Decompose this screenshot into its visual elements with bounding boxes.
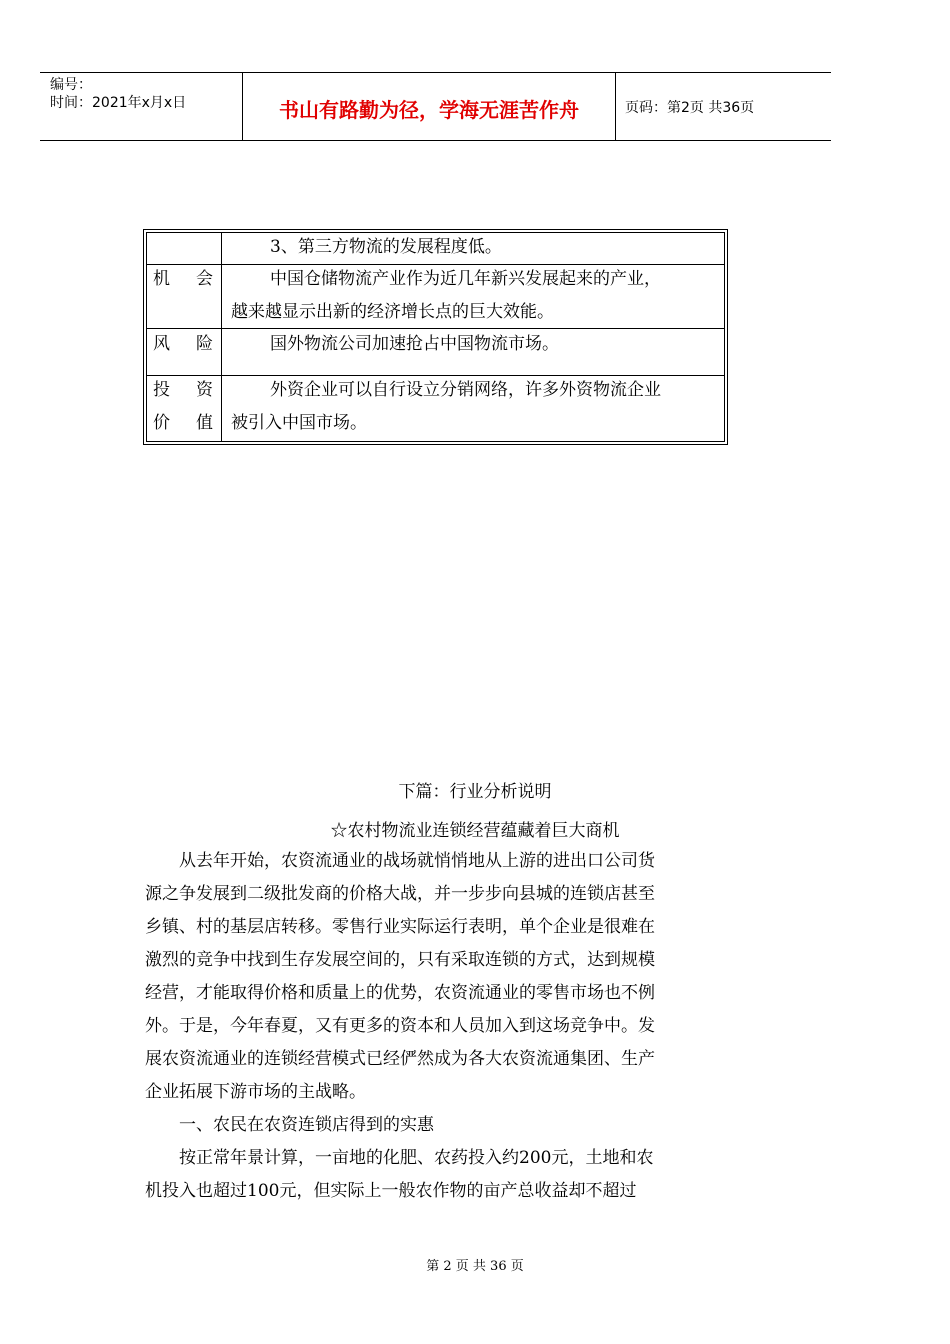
table-opportunity-line-2: 越来越显示出新的经济增长点的巨大效能。 bbox=[231, 302, 554, 322]
table-label-risk: 风 险 bbox=[153, 334, 213, 354]
table-investment-line-2: 被引入中国市场。 bbox=[231, 413, 367, 433]
section-title: 下篇：行业分析说明 bbox=[398, 782, 552, 802]
table-investment-line-1: 外资企业可以自行设立分销网络，许多外资物流企业 bbox=[270, 380, 661, 400]
header-number-label: 编号： bbox=[50, 77, 92, 93]
table-label-investment-1: 投 资 bbox=[153, 380, 213, 400]
header-time-label: 时间：2021年x月x日 bbox=[50, 95, 187, 111]
paragraph-line: 激烈的竞争中找到生存发展空间的，只有采取连锁的方式，达到规模 bbox=[145, 950, 655, 970]
header-page-info: 页码：第2页 共36页 bbox=[625, 100, 755, 116]
paragraph-line: 经营，才能取得价格和质量上的优势，农资流通业的零售市场也不例 bbox=[145, 983, 655, 1003]
page-footer: 第 2 页 共 36 页 bbox=[426, 1259, 524, 1274]
paragraph-line: 乡镇、村的基层店转移。零售行业实际运行表明，单个企业是很难在 bbox=[145, 917, 655, 937]
table-row-weakness-item: 3、第三方物流的发展程度低。 bbox=[270, 237, 502, 257]
header-bottom-rule bbox=[40, 140, 831, 141]
paragraph-line: 外。于是，今年春夏，又有更多的资本和人员加入到这场竞争中。发 bbox=[145, 1016, 655, 1036]
paragraph-line: 源之争发展到二级批发商的价格大战，并一步步向县城的连锁店甚至 bbox=[145, 884, 655, 904]
paragraph-line: 按正常年景计算，一亩地的化肥、农药投入约200元，土地和农 bbox=[145, 1148, 654, 1168]
table-label-investment-2: 价 值 bbox=[153, 413, 213, 433]
paragraph-line: 从去年开始，农资流通业的战场就悄悄地从上游的进出口公司货 bbox=[145, 851, 655, 871]
header-divider-right bbox=[615, 72, 616, 141]
table-risk-line-1: 国外物流公司加速抢占中国物流市场。 bbox=[270, 334, 559, 354]
body-paragraph-1 bbox=[145, 845, 725, 1208]
paragraph-line: 展农资流通业的连锁经营模式已经俨然成为各大农资流通集团、生产 bbox=[145, 1049, 655, 1069]
paragraph-line: 企业拓展下游市场的主战略。 bbox=[145, 1082, 366, 1102]
table-opportunity-line-1: 中国仓储物流产业作为近几年新兴发展起来的产业， bbox=[270, 269, 661, 289]
table-label-opportunity: 机 会 bbox=[153, 269, 213, 289]
section-subtitle: ☆农村物流业连锁经营蕴藏着巨大商机 bbox=[330, 821, 620, 841]
section-heading-1: 一、农民在农资连锁店得到的实惠 bbox=[145, 1115, 434, 1135]
header-motto: 书山有路勤为径，学海无涯苦作舟 bbox=[279, 98, 579, 122]
header-top-rule bbox=[40, 72, 831, 73]
paragraph-line: 机投入也超过100元，但实际上一般农作物的亩产总收益却不超过 bbox=[145, 1181, 637, 1201]
